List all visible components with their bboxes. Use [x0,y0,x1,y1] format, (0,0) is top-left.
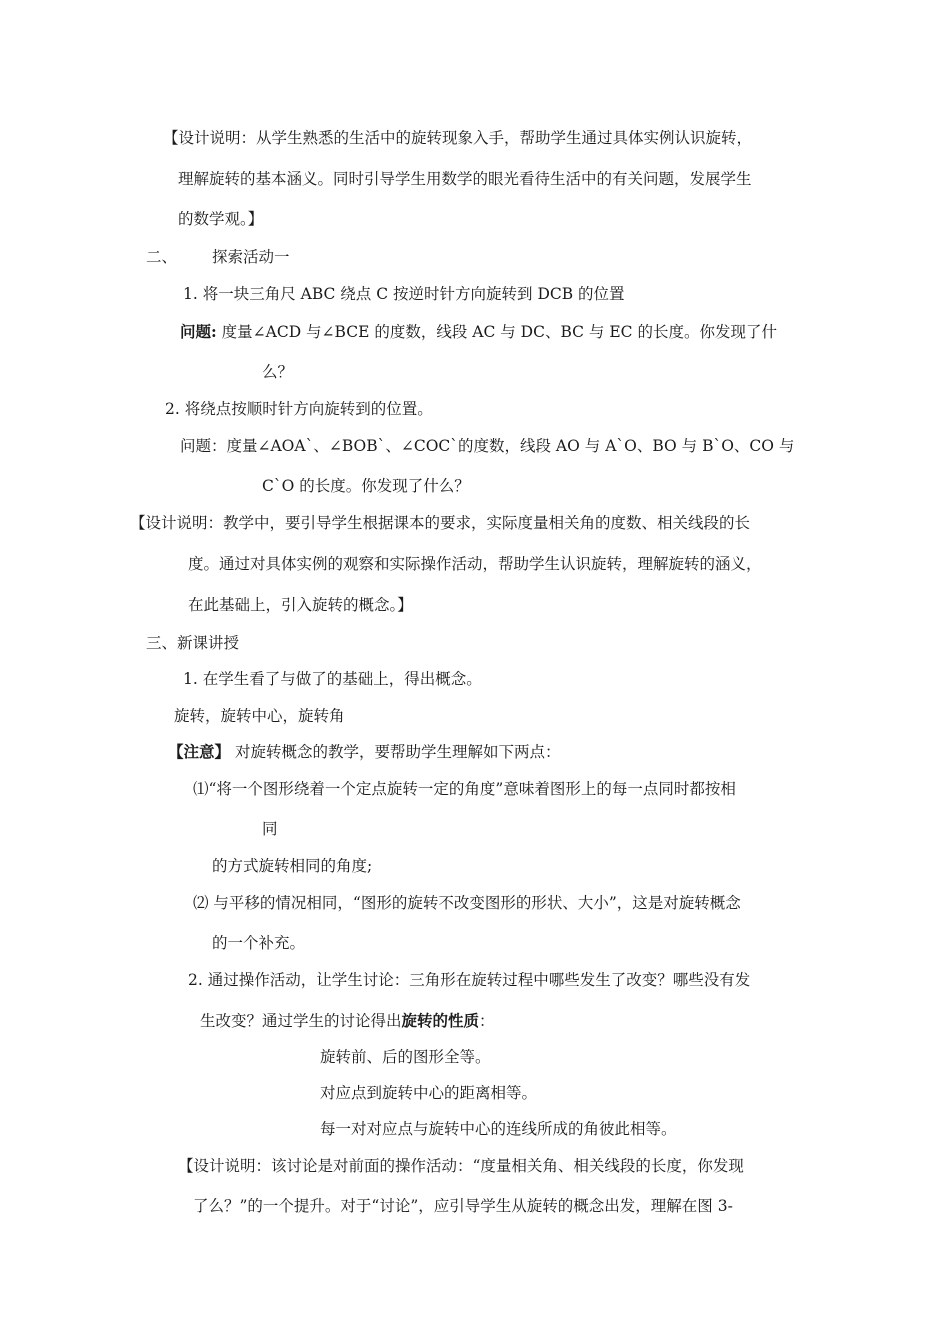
item-2-suffix: ： [479,1012,495,1030]
property-3: 每一对对应点与旋转中心的连线所成的角彼此相等。 [320,1120,677,1138]
question-text: 度量∠ACD 与∠BCE 的度数，线段 AC 与 DC、BC 与 EC 的长度。你发现了什 [216,323,777,341]
section-2-item-2: 2. 将绕点按顺时针方向旋转到的位置。 [165,400,433,418]
point-2-line2: 的一个补充。 [212,934,306,952]
question-label: 问题: [180,322,217,341]
design-note-2-line3: 在此基础上，引入旋转的概念。】 [188,596,413,614]
design-note-3-line1: 【设计说明：该讨论是对前面的操作活动：“度量相关角、相关线段的长度，你发现 [178,1157,744,1175]
design-note-2-line2: 度。通过对具体实例的观察和实际操作活动，帮助学生认识旋转，理解旋转的涵义， [188,555,762,573]
section-2-number: 二、 [146,248,178,266]
section-3-note [168,741,560,763]
point-1-line1: ⑴“将一个图形绕着一个定点旋转一定的角度”意味着图形上的每一点同时都按相 [193,780,736,798]
section-3-item-2-line1: 2. 通过操作活动，让学生讨论：三角形在旋转过程中哪些发生了改变？哪些没有发 [188,971,751,989]
section-2-question-1-cont: 么？ [262,363,294,381]
design-note-3-line2: 了么？”的一个提升。对于“讨论”，应引导学生从旋转的概念出发，理解在图 3- [193,1197,733,1215]
design-note-2-line1: 【设计说明：教学中，要引导学生根据课本的要求，实际度量相关角的度数、相关线段的长 [130,514,751,532]
note-text: 对旋转概念的教学，要帮助学生理解如下两点： [230,743,561,761]
design-note-1-line2: 理解旋转的基本涵义。同时引导学生用数学的眼光看待生活中的有关问题，发展学生 [178,170,752,188]
section-3-heading: 三、新课讲授 [146,634,240,652]
section-2-question-1 [180,321,777,343]
rotation-properties-term: 旋转的性质 [401,1011,480,1030]
section-2-question-2-line2: C`O 的长度。你发现了什么？ [262,477,470,495]
property-1: 旋转前、后的图形全等。 [320,1048,491,1066]
section-2-item-1: 1. 将一块三角尺 ABC 绕点 C 按逆时针方向旋转到 DCB 的位置 [183,285,625,303]
design-note-1-line1: 【设计说明：从学生熟悉的生活中的旋转现象入手，帮助学生通过具体实例认识旋转， [163,129,753,147]
point-2-line1: ⑵ 与平移的情况相同，“图形的旋转不改变图形的形状、大小”，这是对旋转概念 [193,894,741,912]
note-label: 【注意】 [168,742,231,761]
point-1-line3: 的方式旋转相同的角度; [212,857,373,875]
item-2-prefix: 生改变？通过学生的讨论得出 [200,1012,402,1030]
section-2-question-2-line1: 问题：度量∠AOA`、∠BOB`、∠COC`的度数，线段 AO 与 A`O、BO 与 B`O、CO 与 [180,437,795,455]
section-3-item-2-line2 [200,1010,495,1032]
section-3-concepts: 旋转，旋转中心，旋转角 [174,707,345,725]
section-2-title: 探索活动一 [212,248,290,266]
property-2: 对应点到旋转中心的距离相等。 [320,1084,538,1102]
section-3-item-1: 1. 在学生看了与做了的基础上，得出概念。 [183,670,482,688]
design-note-1-line3: 的数学观。】 [178,210,264,228]
point-1-line2: 同 [262,820,278,838]
